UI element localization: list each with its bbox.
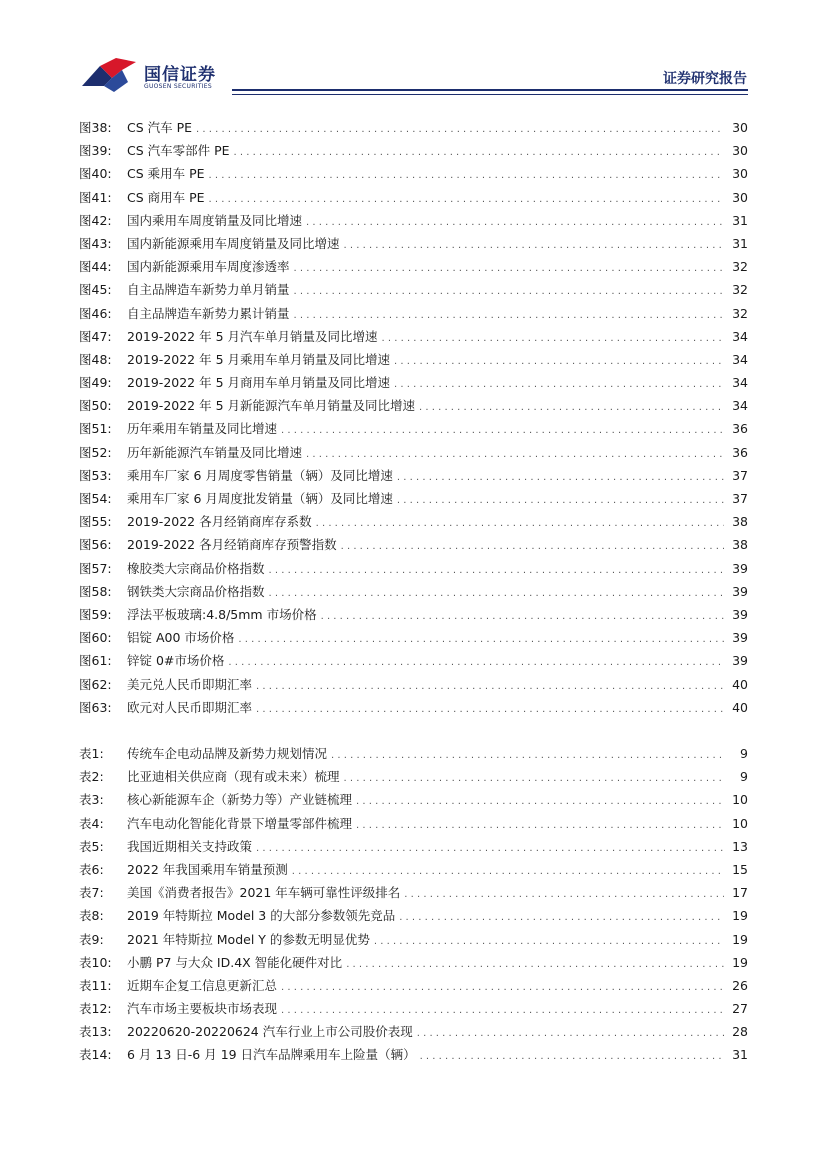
figure-entry-title: CS 汽车零部件 PE [127,143,230,159]
table-entry-label: 表13: [79,1024,112,1040]
table-entry-page-number: 28 [732,1024,748,1040]
table-entry-label: 表12: [79,1001,112,1017]
table-entry-page-number: 19 [732,908,748,924]
table-entry-title: 汽车市场主要板块市场表现 [127,1001,278,1017]
figure-entry-label: 图53: [79,467,112,483]
dot-leader [356,814,724,837]
dot-leader [331,744,724,767]
logo-english-name: GUOSEN SECURITIES [144,83,213,90]
figure-entry-page-number: 32 [732,259,748,275]
table-entry-title: 2021 年特斯拉 Model Y 的参数无明显优势 [127,931,370,947]
figure-entry-title: 2019-2022 各月经销商库存系数 [127,514,312,530]
figure-entry-label: 图59: [79,606,112,622]
figure-entry-title: 自主品牌造车新势力单月销量 [127,282,290,298]
figure-entry-title: 铝锭 A00 市场价格 [127,630,235,646]
figure-entry-title: 2019-2022 年 5 月乘用车单月销量及同比增速 [127,351,391,367]
figure-entry-title: 橡胶类大宗商品价格指数 [127,560,265,576]
dot-leader [281,999,724,1022]
figure-entry-title: 欧元对人民币即期汇率 [127,699,253,715]
figure-entry-page-number: 30 [732,143,748,159]
dot-leader [238,628,724,651]
figure-entry[interactable] [79,417,749,440]
figure-entry-page-number: 34 [732,375,748,391]
dot-leader [209,164,724,187]
figure-entry-page-number: 40 [732,676,748,692]
table-entry-label: 表8: [79,908,104,924]
table-entry-title: 传统车企电动品牌及新势力规划情况 [127,746,328,761]
figure-entry-label: 图62: [79,676,112,692]
table-entry-page-number: 31 [732,1047,748,1063]
figure-entry-title: 美元兑人民币即期汇率 [127,676,253,692]
dot-leader [294,280,724,303]
figure-entry-label: 图60: [79,630,112,646]
figure-entry-label: 图54: [79,491,112,506]
figure-entry[interactable] [79,162,749,185]
table-entry-label: 表7: [79,885,104,901]
figure-entry-label: 图63: [79,699,112,715]
figure-entry-label: 图44: [79,259,112,275]
table-entry-page-number: 15 [732,861,748,877]
dot-leader [321,605,724,628]
figure-entry-page-number: 39 [732,560,748,576]
figure-entry-label: 图45: [79,282,112,298]
figure-entry-title: 历年乘用车销量及同比增速 [127,421,278,437]
dot-leader [294,257,724,280]
figure-entry-title: 国内新能源乘用车周度销量及同比增速 [127,235,340,251]
figure-entry[interactable] [79,302,749,325]
figure-entry-page-number: 32 [732,305,748,321]
table-entry-page-number: 19 [732,931,748,947]
figure-entry-label: 图43: [79,235,112,251]
dot-leader [306,443,724,466]
figure-entry-page-number: 31 [732,235,748,251]
figure-entry-label: 图38: [79,120,112,135]
dot-leader [256,837,724,860]
header-rule-thin [232,94,748,95]
dot-leader [397,466,724,489]
figure-entry-page-number: 39 [732,606,748,622]
guosen-logo-icon [78,56,140,94]
table-entry-page-number: 19 [732,954,748,970]
figure-entry[interactable] [79,510,749,533]
dot-leader [346,953,724,976]
figure-index [79,116,749,719]
figure-entry-label: 图52: [79,444,112,460]
figure-entry-page-number: 40 [732,699,748,715]
dot-leader [234,141,724,164]
table-entry[interactable] [79,788,749,811]
table-index [79,742,749,1067]
dot-leader [397,489,724,512]
figure-entry[interactable] [79,278,749,301]
figure-entry-label: 图57: [79,560,112,576]
figure-entry-title: 自主品牌造车新势力累计销量 [127,305,290,321]
figure-entry-label: 图46: [79,305,112,321]
figure-entry-label: 图56: [79,537,112,553]
table-entry-title: 6 月 13 日-6 月 19 日汽车品牌乘用车上险量（辆） [127,1047,416,1063]
dot-leader [256,698,724,721]
figure-entry[interactable] [79,603,749,626]
table-entry[interactable] [79,951,749,974]
page-header [0,0,827,100]
table-entry[interactable] [79,812,749,835]
figure-entry-label: 图42: [79,212,112,228]
table-entry-title: 2022 年我国乘用车销量预测 [127,861,288,877]
figure-entry-title: 浮法平板玻璃:4.8/5mm 市场价格 [127,606,317,622]
table-entry[interactable] [79,881,749,904]
figure-entry[interactable] [79,186,749,209]
figure-entry-title: 乘用车厂家 6 月周度零售销量（辆）及同比增速 [127,467,393,483]
figure-entry-label: 图39: [79,143,112,159]
table-entry[interactable] [79,858,749,881]
figure-entry[interactable] [79,348,749,371]
table-entry-page-number: 10 [732,792,748,808]
figure-entry-label: 图41: [79,189,112,205]
figure-entry[interactable] [79,209,749,232]
figure-entry-page-number: 37 [732,467,748,483]
table-entry-label: 表14: [79,1047,112,1063]
guosen-logo [78,56,228,96]
table-entry-title: 比亚迪相关供应商（现有或未来）梳理 [127,769,340,785]
logo-chinese-name: 国信证券 [144,65,216,85]
dot-leader [344,767,724,790]
dot-leader [294,304,724,327]
table-entry-page-number: 27 [732,1001,748,1017]
table-entry-label: 表1: [79,746,104,761]
figure-entry-label: 图40: [79,166,112,182]
figure-entry-title: 历年新能源汽车销量及同比增速 [127,444,303,460]
figure-entry-page-number: 34 [732,328,748,344]
table-entry-title: 20220620-20220624 汽车行业上市公司股价表现 [127,1024,413,1040]
figure-entry[interactable] [79,464,749,487]
table-entry-label: 表6: [79,861,104,877]
figure-entry-label: 图49: [79,375,112,391]
table-entry-label: 表4: [79,815,104,831]
dot-leader [419,396,724,419]
figure-entry[interactable] [79,232,749,255]
figure-entry[interactable] [79,139,749,162]
dot-leader [341,535,724,558]
figure-entry-page-number: 34 [732,398,748,414]
table-entry-label: 表2: [79,769,104,785]
figure-entry-title: CS 商用车 PE [127,189,205,205]
figure-entry-page-number: 38 [732,514,748,530]
table-entry-label: 表3: [79,792,104,808]
figure-entry-page-number: 32 [732,282,748,298]
dot-leader [209,188,724,211]
figure-entry-title: 乘用车厂家 6 月周度批发销量（辆）及同比增速 [127,491,393,506]
dot-leader [281,419,724,442]
table-entry-page-number: 10 [732,815,748,831]
table-entry-title: 近期车企复工信息更新汇总 [127,977,278,993]
dot-leader [344,234,724,257]
figure-entry[interactable] [79,487,749,510]
dot-leader [356,790,724,813]
table-entry-label: 表9: [79,931,104,947]
dot-leader [316,512,724,535]
figure-entry-title: 2019-2022 年 5 月新能源汽车单月销量及同比增速 [127,398,416,414]
figure-entry-label: 图58: [79,583,112,599]
figure-entry-label: 图55: [79,514,112,530]
table-entry-title: 核心新能源车企（新势力等）产业链梳理 [127,792,353,808]
figure-entry[interactable] [79,626,749,649]
table-entry-label: 表10: [79,954,112,970]
figure-entry-page-number: 39 [732,630,748,646]
dot-leader [394,373,724,396]
table-entry-label: 表5: [79,838,104,854]
figure-entry-title: 2019-2022 年 5 月商用车单月销量及同比增速 [127,375,391,391]
table-entry[interactable] [79,1043,749,1066]
table-entry-label: 表11: [79,977,112,993]
figure-entry-title: 国内新能源乘用车周度渗透率 [127,259,290,275]
table-entry-title: 2019 年特斯拉 Model 3 的大部分参数领先竞品 [127,908,396,924]
figure-entry-page-number: 31 [732,212,748,228]
table-entry-page-number: 9 [740,769,748,785]
table-entry-page-number: 9 [740,746,748,761]
figure-entry-page-number: 39 [732,583,748,599]
dot-leader [196,118,724,141]
figure-entry-title: 锌锭 0#市场价格 [127,653,225,669]
table-entry[interactable] [79,1020,749,1043]
figure-entry[interactable] [79,116,749,139]
figure-entry-page-number: 30 [732,166,748,182]
dot-leader [256,675,724,698]
figure-entry-title: CS 乘用车 PE [127,166,205,182]
figure-entry[interactable] [79,673,749,696]
figure-entry[interactable] [79,394,749,417]
figure-entry[interactable] [79,533,749,556]
figure-entry-label: 图51: [79,421,112,437]
table-entry[interactable] [79,742,749,765]
figure-entry[interactable] [79,441,749,464]
figure-entry-page-number: 36 [732,444,748,460]
table-entry-title: 美国《消费者报告》2021 年车辆可靠性评级排名 [127,885,401,901]
table-entry[interactable] [79,997,749,1020]
dot-leader [269,582,724,605]
table-entry[interactable] [79,974,749,997]
dot-leader [417,1022,724,1045]
figure-entry-page-number: 36 [732,421,748,437]
figure-entry-page-number: 37 [732,491,748,506]
table-entry[interactable] [79,835,749,858]
figure-entry[interactable] [79,696,749,719]
figure-entry-label: 图48: [79,351,112,367]
dot-leader [281,976,724,999]
figure-entry[interactable] [79,580,749,603]
figure-entry-page-number: 34 [732,351,748,367]
table-entry[interactable] [79,765,749,788]
figure-entry-page-number: 30 [732,189,748,205]
figure-entry-title: 2019-2022 年 5 月汽车单月销量及同比增速 [127,328,378,344]
figure-entry[interactable] [79,649,749,672]
header-rule [232,89,748,91]
dot-leader [382,327,724,350]
table-entry-title: 小鹏 P7 与大众 ID.4X 智能化硬件对比 [127,954,343,970]
figure-entry-title: 国内乘用车周度销量及同比增速 [127,212,303,228]
dot-leader [374,930,724,953]
figure-entry-label: 图47: [79,328,112,344]
figure-entry-title: 2019-2022 各月经销商库存预警指数 [127,537,337,553]
figure-entry-label: 图50: [79,398,112,414]
figure-entry[interactable] [79,371,749,394]
table-entry-page-number: 17 [732,885,748,901]
figure-entry-title: CS 汽车 PE [127,120,193,135]
dot-leader [228,651,724,674]
table-entry[interactable] [79,928,749,951]
figure-entry-page-number: 38 [732,537,748,553]
table-entry-title: 我国近期相关支持政策 [127,838,253,854]
table-entry[interactable] [79,904,749,927]
dot-leader [420,1045,724,1068]
dot-leader [404,883,724,906]
report-type-label: 证券研究报告 [663,71,747,87]
table-entry-page-number: 26 [732,977,748,993]
figure-entry-page-number: 30 [732,120,748,135]
figure-entry-page-number: 39 [732,653,748,669]
dot-leader [292,860,724,883]
dot-leader [399,906,724,929]
figure-entry[interactable] [79,325,749,348]
table-entry-title: 汽车电动化智能化背景下增量零部件梳理 [127,815,353,831]
figure-entry[interactable] [79,255,749,278]
dot-leader [269,559,724,582]
dot-leader [306,211,724,234]
dot-leader [394,350,724,373]
figure-entry[interactable] [79,557,749,580]
table-entry-page-number: 13 [732,838,748,854]
figure-entry-title: 钢铁类大宗商品价格指数 [127,583,265,599]
figure-entry-label: 图61: [79,653,112,669]
